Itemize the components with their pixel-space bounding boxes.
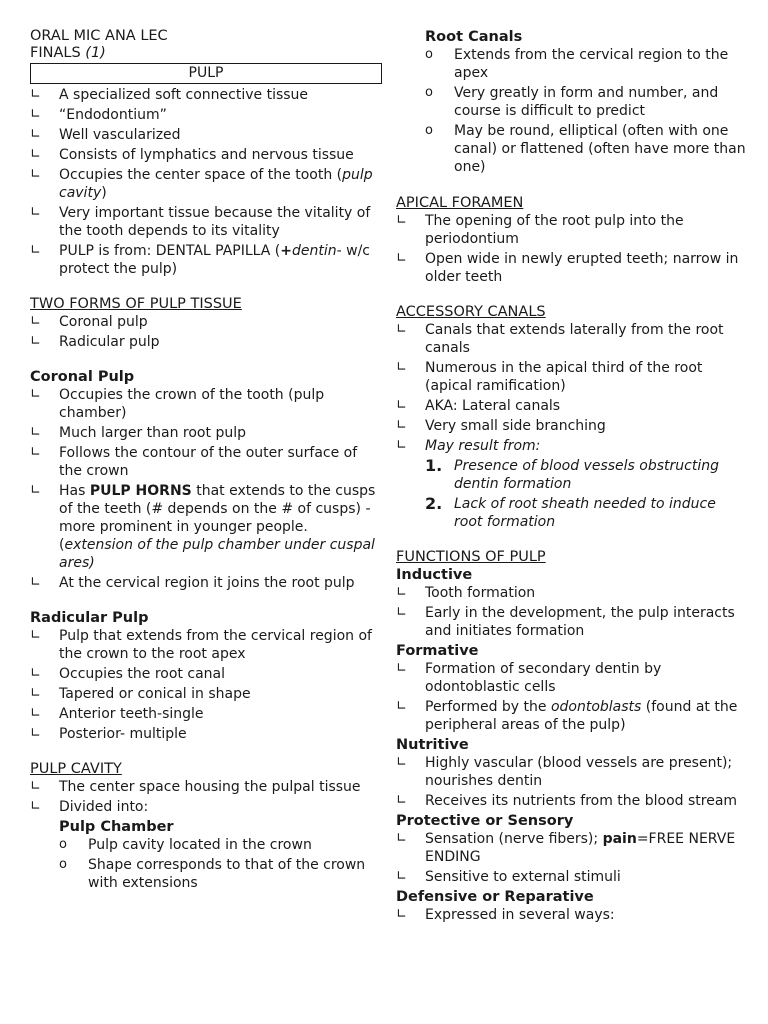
item-text: Highly vascular (blood vessels are present); nourishes dentin	[425, 755, 733, 789]
root-canals-block	[396, 28, 746, 176]
item-text: Tapered or conical in shape	[59, 686, 251, 702]
list-item	[396, 830, 746, 866]
item-text: Divided into:	[59, 799, 149, 815]
circle-bullet-icon: o	[425, 47, 433, 62]
item-text: that extends to the cusps of the teeth (# depends on the # of cusps) - more prominent in younger people. (	[59, 483, 376, 553]
list-item	[30, 685, 382, 703]
l-bullet-icon: ∟	[396, 755, 407, 770]
l-bullet-icon: ∟	[396, 438, 407, 453]
item-text-italic: May result from:	[425, 438, 541, 454]
item-text: “Endodontium”	[59, 107, 167, 123]
item-text: Radicular pulp	[59, 334, 160, 350]
item-text: (found at the peripheral areas of the pulp)	[425, 699, 738, 733]
item-text-italic: Lack of root sheath needed to induce root formation	[454, 496, 716, 530]
item-text: =FREE NERVE ENDING	[425, 831, 736, 865]
list-item	[396, 250, 746, 286]
list-item	[30, 725, 382, 743]
list-item	[396, 584, 746, 602]
subsection-title-protective: Protective or Sensory	[396, 813, 574, 829]
l-bullet-icon: ∟	[396, 418, 407, 433]
item-text: Occupies the center space of the tooth (	[59, 167, 343, 183]
subsection-title-root-canals: Root Canals	[425, 29, 523, 45]
list-item	[425, 84, 746, 120]
item-text: Canals that extends laterally from the root canals	[425, 322, 724, 356]
item-text-bold: pain	[602, 831, 637, 847]
item-text: )	[101, 185, 107, 201]
item-text-italic: pulp cavity	[59, 167, 373, 201]
item-text: Early in the development, the pulp interacts and initiates formation	[425, 605, 735, 639]
item-text-bold: +	[280, 243, 292, 259]
l-bullet-icon: ∟	[30, 87, 41, 102]
list-item	[30, 333, 382, 351]
pulp-chamber-block	[30, 818, 382, 892]
doc-title-line1: ORAL MIC ANA LEC	[30, 28, 168, 44]
item-text: Much larger than root pulp	[59, 425, 246, 441]
list-item	[59, 856, 382, 892]
section-title-accessory-canals: ACCESSORY CANALS	[396, 304, 546, 320]
left-column	[30, 28, 382, 894]
item-text: Receives its nutrients from the blood stream	[425, 793, 738, 809]
list-item	[30, 778, 382, 796]
section-title-pulp-cavity: PULP CAVITY	[30, 761, 122, 777]
l-bullet-icon: ∟	[396, 605, 407, 620]
list-item	[396, 792, 746, 810]
item-text: Consists of lymphatics and nervous tissue	[59, 147, 354, 163]
section-title-apical-foramen: APICAL FORAMEN	[396, 195, 524, 211]
numbered-item	[425, 495, 746, 531]
section-title-radicular-pulp: Radicular Pulp	[30, 610, 149, 626]
l-bullet-icon: ∟	[30, 799, 41, 814]
l-bullet-icon: ∟	[30, 779, 41, 794]
list-item	[396, 417, 746, 435]
subsection-title-inductive: Inductive	[396, 567, 473, 583]
list-item	[425, 46, 746, 82]
l-bullet-icon: ∟	[30, 686, 41, 701]
item-text: Pulp cavity located in the crown	[88, 837, 312, 853]
pulp-section-box: PULP	[30, 63, 382, 84]
item-text: Posterior- multiple	[59, 726, 187, 742]
item-text-italic: extension of the pulp chamber under cuspal ares)	[59, 537, 375, 571]
section-title-functions: FUNCTIONS OF PULP	[396, 549, 546, 565]
l-bullet-icon: ∟	[30, 445, 41, 460]
item-text-italic: odontoblasts	[550, 699, 642, 715]
l-bullet-icon: ∟	[30, 706, 41, 721]
list-item	[30, 574, 382, 592]
list-item	[30, 86, 382, 104]
pulp-list	[30, 86, 382, 278]
list-item	[30, 106, 382, 124]
item-text: AKA: Lateral canals	[425, 398, 561, 414]
section-title-coronal-pulp: Coronal Pulp	[30, 369, 135, 385]
list-item	[30, 313, 382, 331]
item-text: Occupies the crown of the tooth (pulp chamber)	[59, 387, 325, 421]
numbered-item	[425, 457, 746, 493]
doc-title-line2	[30, 45, 382, 62]
item-text: Formation of secondary dentin by odontoblastic cells	[425, 661, 662, 695]
list-item	[30, 798, 382, 816]
item-text: Extends from the cervical region to the apex	[454, 47, 729, 81]
number-marker: 2.	[425, 494, 443, 513]
list-item	[30, 126, 382, 144]
item-text: Very small side branching	[425, 418, 606, 434]
item-text: A specialized soft connective tissue	[59, 87, 309, 103]
subsection-title-defensive: Defensive or Reparative	[396, 889, 594, 905]
l-bullet-icon: ∟	[396, 322, 407, 337]
item-text: The opening of the root pulp into the periodontium	[425, 213, 684, 247]
l-bullet-icon: ∟	[30, 483, 41, 498]
list-item	[30, 444, 382, 480]
item-text: Anterior teeth-single	[59, 706, 204, 722]
item-text: Open wide in newly erupted teeth; narrow in older teeth	[425, 251, 739, 285]
item-text: At the cervical region it joins the root pulp	[59, 575, 355, 591]
l-bullet-icon: ∟	[30, 314, 41, 329]
item-text: Follows the contour of the outer surface of the crown	[59, 445, 358, 479]
l-bullet-icon: ∟	[30, 243, 41, 258]
item-text: Sensation (nerve fibers);	[425, 831, 603, 847]
subsection-title-pulp-chamber: Pulp Chamber	[59, 819, 174, 835]
l-bullet-icon: ∟	[30, 666, 41, 681]
list-item	[30, 627, 382, 663]
item-text: Occupies the root canal	[59, 666, 225, 682]
list-item	[425, 122, 746, 176]
l-bullet-icon: ∟	[30, 107, 41, 122]
l-bullet-icon: ∟	[30, 387, 41, 402]
list-item	[30, 705, 382, 723]
item-text: May be round, elliptical (often with one canal) or flattened (often have more than one)	[454, 123, 746, 175]
number-marker: 1.	[425, 456, 443, 475]
l-bullet-icon: ∟	[30, 334, 41, 349]
l-bullet-icon: ∟	[396, 831, 407, 846]
item-text: Shape corresponds to that of the crown with extensions	[88, 857, 366, 891]
right-column	[396, 28, 746, 926]
l-bullet-icon: ∟	[30, 205, 41, 220]
l-bullet-icon: ∟	[30, 167, 41, 182]
section-title-two-forms: TWO FORMS OF PULP TISSUE	[30, 296, 242, 312]
item-text: Well vascularized	[59, 127, 181, 143]
l-bullet-icon: ∟	[396, 585, 407, 600]
l-bullet-icon: ∟	[30, 425, 41, 440]
list-item	[30, 665, 382, 683]
item-text: Has	[59, 483, 90, 499]
list-item	[30, 242, 382, 278]
item-text: Expressed in several ways:	[425, 907, 615, 923]
item-text: Very important tissue because the vitality of the tooth depends to its vitality	[59, 205, 371, 239]
list-item	[30, 482, 382, 572]
item-text: Sensitive to external stimuli	[425, 869, 621, 885]
list-item	[30, 424, 382, 442]
l-bullet-icon: ∟	[30, 726, 41, 741]
list-item	[30, 204, 382, 240]
list-item	[396, 754, 746, 790]
list-item	[396, 397, 746, 415]
item-text: The center space housing the pulpal tissue	[59, 779, 361, 795]
circle-bullet-icon: o	[425, 85, 433, 100]
list-item	[396, 604, 746, 640]
list-item	[396, 321, 746, 357]
l-bullet-icon: ∟	[396, 398, 407, 413]
l-bullet-icon: ∟	[396, 360, 407, 375]
item-text: PULP is from: DENTAL PAPILLA (	[59, 243, 281, 259]
item-text: Tooth formation	[425, 585, 536, 601]
list-item	[396, 660, 746, 696]
item-text-italic: Presence of blood vessels obstructing dentin formation	[454, 458, 719, 492]
l-bullet-icon: ∟	[30, 147, 41, 162]
l-bullet-icon: ∟	[396, 907, 407, 922]
list-item	[396, 698, 746, 734]
l-bullet-icon: ∟	[396, 793, 407, 808]
l-bullet-icon: ∟	[30, 628, 41, 643]
list-item	[396, 212, 746, 248]
list-item	[30, 146, 382, 164]
list-item	[396, 906, 746, 924]
item-text: Very greatly in form and number, and course is difficult to predict	[454, 85, 719, 119]
item-text: Coronal pulp	[59, 314, 148, 330]
accessory-numbered-list	[396, 457, 746, 531]
item-text-bold: PULP HORNS	[89, 483, 192, 499]
l-bullet-icon: ∟	[396, 869, 407, 884]
item-text: Numerous in the apical third of the root (apical ramification)	[425, 360, 703, 394]
list-item	[59, 836, 382, 854]
circle-bullet-icon: o	[59, 857, 67, 872]
list-item	[396, 359, 746, 395]
item-text: Performed by the	[425, 699, 551, 715]
subsection-title-nutritive: Nutritive	[396, 737, 469, 753]
l-bullet-icon: ∟	[30, 127, 41, 142]
l-bullet-icon: ∟	[30, 575, 41, 590]
doc-title-finals: FINALS	[30, 45, 86, 61]
list-item	[30, 166, 382, 202]
doc-title-part: (1)	[85, 45, 106, 61]
l-bullet-icon: ∟	[396, 661, 407, 676]
item-text: - w/c protect the pulp)	[59, 243, 370, 277]
list-item	[396, 868, 746, 886]
circle-bullet-icon: o	[59, 837, 67, 852]
circle-bullet-icon: o	[425, 123, 433, 138]
l-bullet-icon: ∟	[396, 251, 407, 266]
l-bullet-icon: ∟	[396, 213, 407, 228]
list-item	[30, 386, 382, 422]
subsection-title-formative: Formative	[396, 643, 479, 659]
item-text: Pulp that extends from the cervical region of the crown to the root apex	[59, 628, 372, 662]
list-item	[396, 437, 746, 455]
item-text-italic: dentin	[292, 243, 337, 259]
l-bullet-icon: ∟	[396, 699, 407, 714]
